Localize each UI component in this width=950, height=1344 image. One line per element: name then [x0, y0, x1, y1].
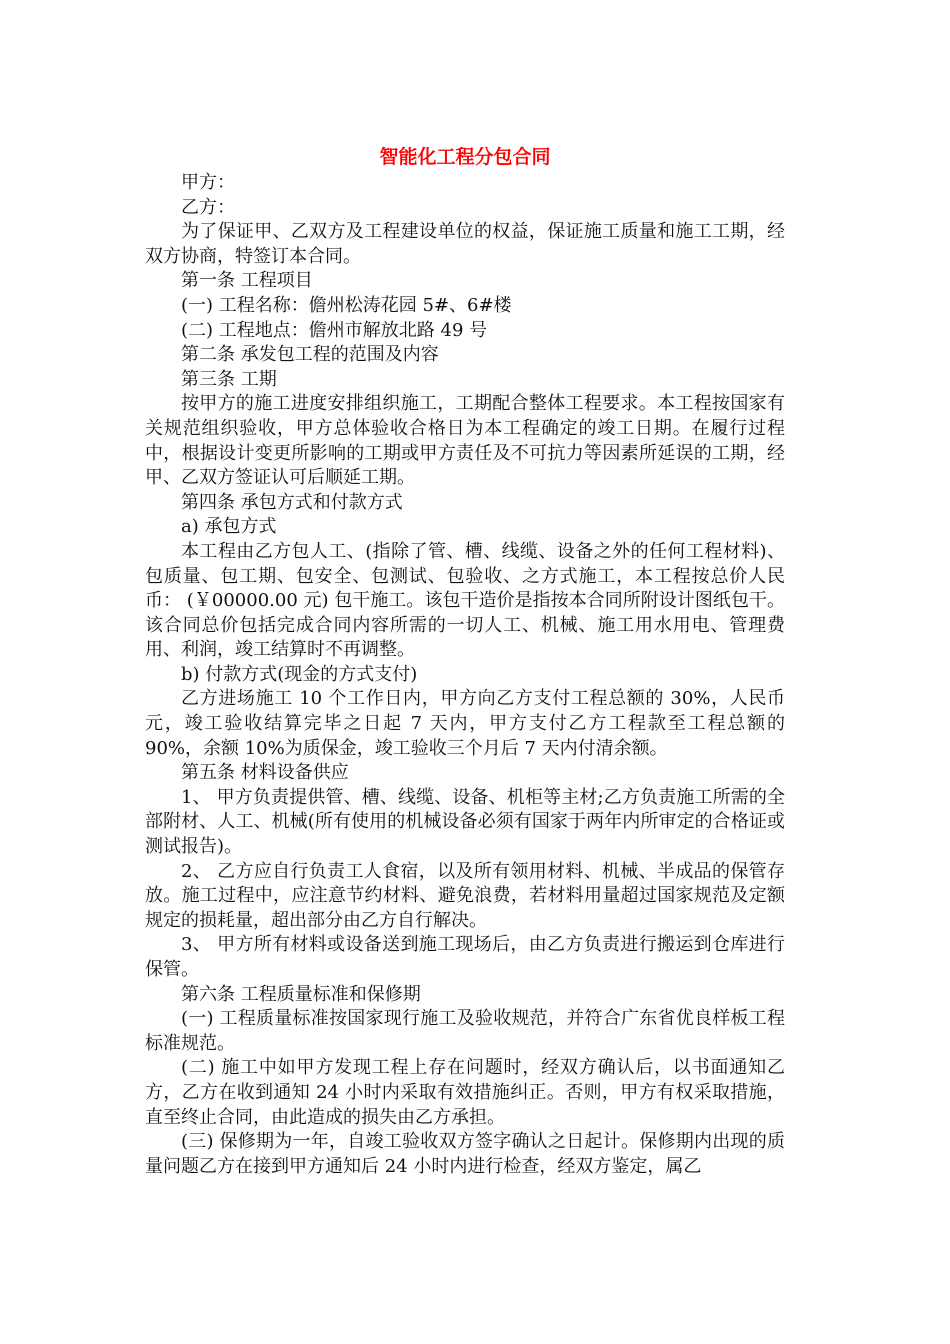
- project-name-line: (一) 工程名称：儋州松涛花园 5#、6#楼: [181, 294, 512, 316]
- schedule-paragraph: 按甲方的施工进度安排组织施工，工期配合整体工程要求。本工程按国家有关规范组织验收，甲方总体验收合格日为本工程确定的竣工日期。在履行过程中，根据设计变更所影响的工期或甲方责任及不可抗力等因素所延误的工期，经甲、乙双方签证认可后顺延工期。: [145, 393, 785, 489]
- article-3-heading: 第三条 工期: [181, 368, 277, 390]
- payment-method-heading: b) 付款方式(现金的方式支付): [181, 663, 418, 685]
- payment-method-paragraph: 乙方进场施工 10 个工作日内，甲方向乙方支付工程总额的 30%，人民币元，竣工验收结算完毕之日起 7 天内，甲方支付乙方工程款至工程总额的 90%，余额 10%为质保金，竣工验收三个月后 7 天内付清余额。: [145, 688, 785, 759]
- document-title: 智能化工程分包合同: [379, 146, 551, 168]
- quality-item-3: (三) 保修期为一年，自竣工验收双方签字确认之日起计。保修期内出现的质量问题乙方在接到甲方通知后 24 小时内进行检查，经双方鉴定，属乙: [145, 1131, 785, 1177]
- article-2-heading: 第二条 承发包工程的范围及内容: [181, 344, 439, 366]
- article-6-heading: 第六条 工程质量标准和保修期: [181, 983, 421, 1005]
- article-1-heading: 第一条 工程项目: [181, 270, 313, 292]
- supply-item-3: 3、 甲方所有材料或设备送到施工现场后，由乙方负责进行搬运到仓库进行保管。: [145, 934, 785, 980]
- contract-method-heading: a) 承包方式: [181, 516, 277, 538]
- party-b-line: 乙方：: [181, 196, 235, 218]
- article-5-heading: 第五条 材料设备供应: [181, 762, 349, 784]
- quality-item-1: (一) 工程质量标准按国家现行施工及验收规范，并符合广东省优良样板工程标准规范。: [145, 1008, 785, 1054]
- contract-document: [145, 145, 785, 1179]
- supply-item-1: 1、 甲方负责提供管、槽、线缆、设备、机柜等主材;乙方负责施工所需的全部附材、人工、机械(所有使用的机械设备必须有国家于两年内所审定的合格证或测试报告)。: [145, 786, 785, 858]
- quality-item-2: (二) 施工中如甲方发现工程上存在问题时，经双方确认后，以书面通知乙方，乙方在收到通知 24 小时内采取有效措施纠正。否则，甲方有权采取措施，直至终止合同，由此造成的损失由乙方承担。: [145, 1057, 785, 1128]
- article-4-heading: 第四条 承包方式和付款方式: [181, 491, 403, 513]
- preamble-paragraph: 为了保证甲、乙双方及工程建设单位的权益，保证施工质量和施工工期，经双方协商，特签订本合同。: [145, 221, 785, 267]
- project-location-line: (二) 工程地点：儋州市解放北路 49 号: [181, 319, 488, 341]
- supply-item-2: 2、 乙方应自行负责工人食宿，以及所有领用材料、机械、半成品的保管存放。施工过程中，应注意节约材料、避免浪费，若材料用量超过国家规范及定额规定的损耗量，超出部分由乙方自行解决。: [145, 860, 785, 931]
- party-a-line: 甲方：: [181, 172, 235, 193]
- contract-method-paragraph: 本工程由乙方包人工、(指除了管、槽、线缆、设备之外的任何工程材料)、包质量、包工期、包安全、包测试、包验收、之方式施工，本工程按总价人民币： (￥00000.00 元) 包干施工。该包干造价是指按本合同所附设计图纸包干。该合同总价包括完成合同内容所需的一切人工、机械、施工用水用电、管理费用、利润，竣工结算时不再调整。: [145, 540, 785, 661]
